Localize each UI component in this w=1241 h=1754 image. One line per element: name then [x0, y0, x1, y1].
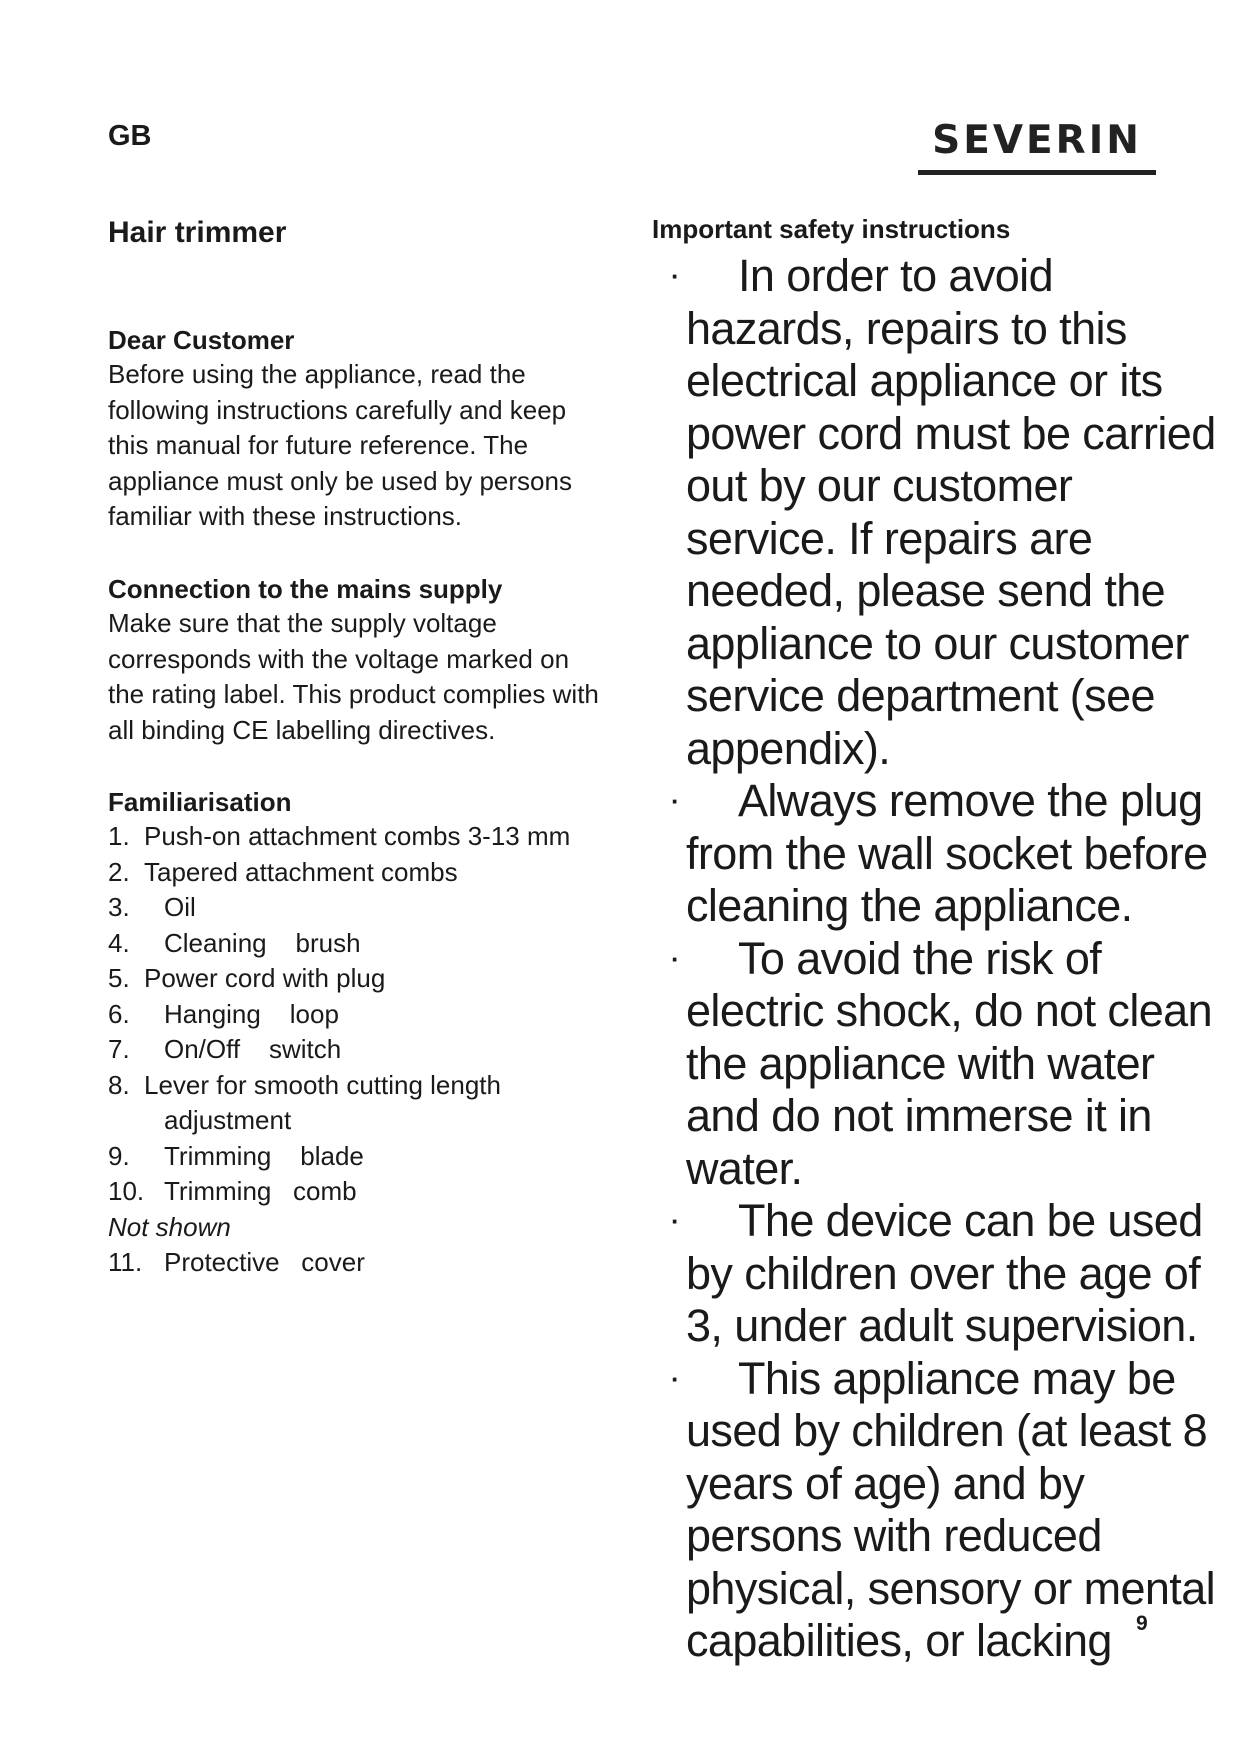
- list-number: 7.: [108, 1034, 130, 1064]
- list-number: 8.: [108, 1069, 130, 1100]
- list-item: [108, 926, 628, 962]
- section-dear-customer: [108, 323, 628, 535]
- safety-item-text: The device can be used by children over the age of 3, under adult supervision.: [686, 1195, 1203, 1351]
- safety-item: [660, 250, 1220, 775]
- list-text: Cleaning brush: [164, 927, 361, 958]
- list-number: 4.: [108, 927, 130, 958]
- paragraph-line: Before using the appliance, read the: [108, 359, 526, 389]
- list-item: [108, 890, 628, 926]
- page-number: 9: [1136, 1612, 1148, 1635]
- list-number: 6.: [108, 998, 130, 1029]
- paragraph-line: all binding CE labelling directives.: [108, 714, 496, 745]
- list-item: [108, 855, 628, 891]
- paragraph-line: appliance must only be used by persons: [108, 465, 572, 496]
- list-item: [108, 819, 628, 855]
- list-item: [108, 1245, 628, 1281]
- list-text: Tapered attachment combs: [144, 856, 458, 887]
- list-item: [108, 1139, 628, 1175]
- section-mains-connection: [108, 572, 628, 748]
- list-text: Trimming blade: [164, 1140, 364, 1171]
- list-text: Trimming comb: [164, 1176, 357, 1206]
- bullet-icon: ·: [671, 1363, 680, 1394]
- section-heading: Familiarisation: [108, 787, 292, 817]
- list-text: Power cord with plug: [144, 963, 386, 993]
- page-title: Hair trimmer: [108, 216, 287, 249]
- section-familiarisation: [108, 785, 628, 1281]
- paragraph-line: the rating label. This product complies with: [108, 679, 599, 709]
- list-text: Lever for smooth cutting length: [144, 1069, 501, 1100]
- paragraph-line: following instructions carefully and keep: [108, 394, 567, 425]
- bullet-icon: ·: [671, 943, 680, 974]
- paragraph-line: Make sure that the supply voltage: [108, 608, 497, 638]
- safety-item-text: To avoid the risk of electric shock, do not clean the appliance with water and do not immerse it in water.: [686, 932, 1212, 1194]
- list-number: 3.: [108, 892, 130, 922]
- safety-item-text: Always remove the plug from the wall socket before cleaning the appliance.: [686, 775, 1208, 931]
- list-item: [108, 1032, 628, 1068]
- list-text: Push-on attachment combs 3-13 mm: [144, 821, 571, 851]
- list-number: 1.: [108, 821, 130, 851]
- bullet-icon: ·: [671, 1206, 680, 1236]
- list-number: 2.: [108, 856, 130, 887]
- paragraph-line: corresponds with the voltage marked on: [108, 643, 570, 674]
- list-item: [108, 1174, 628, 1210]
- list-text: On/Off switch: [164, 1034, 342, 1064]
- safety-item-text: In order to avoid hazards, repairs to this electrical appliance or its power cord must be carried out by our customer service. If repairs are needed, please send the appliance to our customer service department (see appendix).: [686, 250, 1216, 774]
- safety-item: [660, 933, 1220, 1196]
- list-text: Hanging loop: [164, 998, 339, 1029]
- safety-heading: Important safety instructions: [652, 214, 1011, 244]
- list-number: 5.: [108, 963, 130, 993]
- bullet-icon: ·: [671, 786, 680, 816]
- safety-item: [660, 775, 1220, 933]
- paragraph-line: this manual for future reference. The: [108, 430, 529, 460]
- list-text: Oil: [164, 892, 196, 922]
- safety-item-text: This appliance may be used by children (at least 8 years of age) and by persons with reduced physical, sensory or mental capabilities, or lacking: [686, 1352, 1216, 1666]
- safety-item: [660, 1195, 1220, 1353]
- brand-logo: SEVERIN: [918, 120, 1156, 175]
- language-code: GB: [108, 120, 152, 152]
- list-item: [108, 1068, 628, 1139]
- section-heading: Dear Customer: [108, 325, 295, 355]
- not-shown-label: Not shown: [108, 1211, 231, 1242]
- list-text-continuation: adjustment: [164, 1105, 292, 1135]
- paragraph-line: familiar with these instructions.: [108, 501, 463, 531]
- list-item: [108, 961, 628, 997]
- list-item: [108, 997, 628, 1033]
- bullet-icon: ·: [671, 261, 680, 291]
- list-number: 9.: [108, 1140, 130, 1171]
- list-number: 10.: [108, 1176, 145, 1206]
- section-heading: Connection to the mains supply: [108, 574, 503, 604]
- safety-instructions-list: [660, 250, 1220, 1668]
- list-number: 11.: [108, 1247, 143, 1277]
- list-text: Protective cover: [164, 1247, 365, 1277]
